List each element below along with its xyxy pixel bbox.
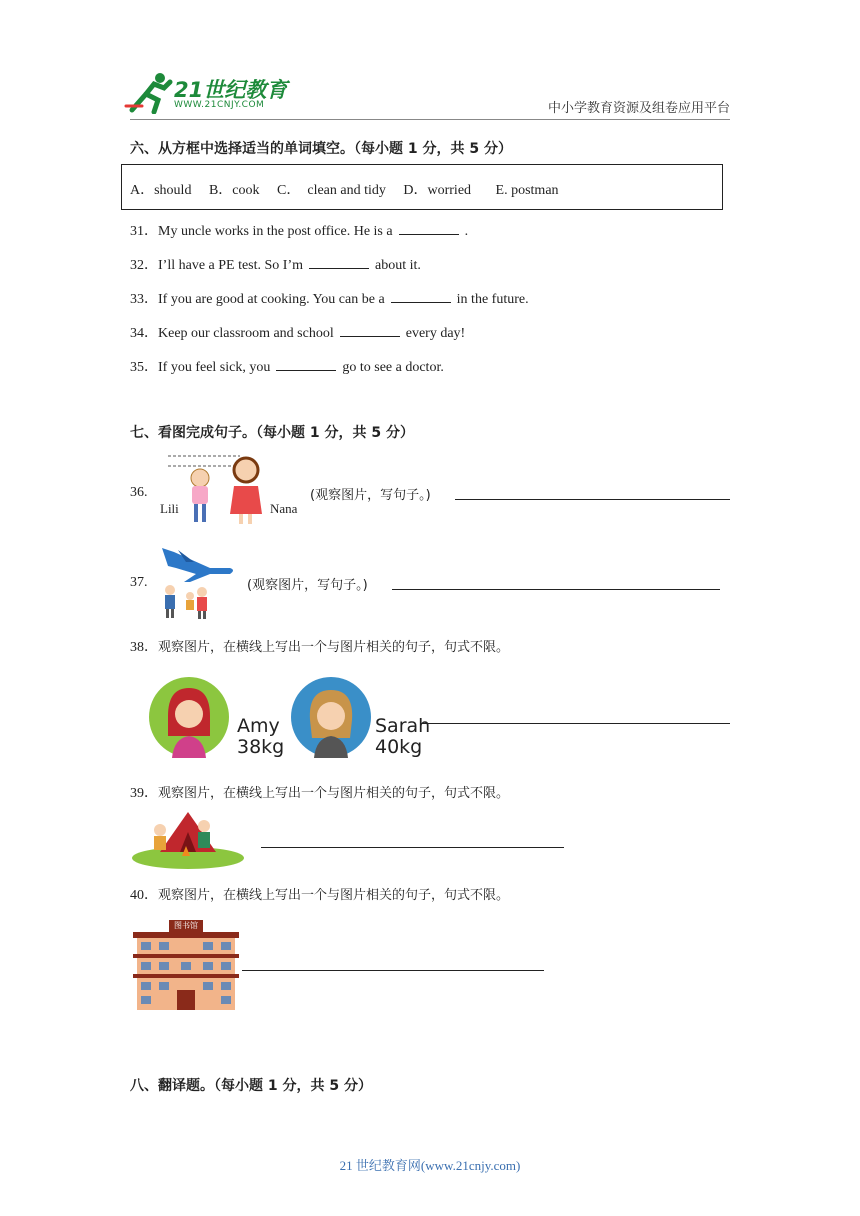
answer-blank[interactable]: [340, 326, 400, 337]
q36-number: 36.: [130, 485, 148, 500]
library-building-icon: [133, 918, 239, 1012]
q37-hint: (观察图片，写句子。): [247, 578, 368, 593]
amy-weight: 38kg: [237, 736, 285, 758]
question-33: 33．If you are good at cooking. You can be a in the future.: [130, 292, 529, 307]
camping-picture: [130, 808, 246, 870]
sarah-portrait: [290, 676, 372, 758]
q37-number: 37.: [130, 575, 148, 590]
q39-number: 39．观察图片，在横线上写出一个与图片相关的句子，句式不限。: [130, 786, 510, 801]
q40-number: 40．观察图片，在横线上写出一个与图片相关的句子，句式不限。: [130, 888, 510, 903]
sarah-name: Sarah: [375, 715, 431, 737]
sarah-weight: 40kg: [375, 736, 423, 758]
question-34: 34．Keep our classroom and school every day!: [130, 326, 466, 341]
amy-info: [237, 716, 284, 758]
answer-blank[interactable]: [276, 360, 336, 371]
question-35: 35．If you feel sick, you go to see a doctor.: [130, 360, 444, 375]
library-picture: [133, 918, 239, 1012]
library-sign: 图书馆: [174, 921, 198, 930]
q40-answer-line[interactable]: [242, 970, 544, 971]
airplane-family-picture: [160, 542, 236, 620]
q38-number: 38．观察图片，在横线上写出一个与图片相关的句子，句式不限。: [130, 640, 510, 655]
q37-answer-line[interactable]: [392, 589, 720, 590]
word-options: [130, 179, 559, 199]
name-lili: Lili: [160, 501, 179, 516]
section7-title: 七、看图完成句子。（每小题 1 分，共 5 分）: [130, 425, 414, 441]
logo-url: WWW.21CNJY.COM: [174, 100, 265, 110]
question-32: 32．I’ll have a PE test. So I’m about it.: [130, 258, 421, 273]
section6-title: 六、从方框中选择适当的单词填空。（每小题 1 分，共 5 分）: [130, 141, 512, 157]
section8-title: 八、翻译题。（每小题 1 分，共 5 分）: [130, 1078, 372, 1094]
site-logo: [124, 70, 289, 114]
runner-icon: [124, 70, 174, 114]
option-e: E. postman: [495, 183, 559, 198]
answer-blank[interactable]: [399, 224, 459, 235]
logo-text: 21世纪教育: [174, 78, 288, 102]
option-c: C． clean and tidy: [277, 183, 386, 198]
q36-hint: (观察图片，写句子。): [310, 488, 431, 503]
q36-answer-line[interactable]: [455, 499, 730, 500]
page-footer: 21 世纪教育网(www.21cnjy.com): [339, 1158, 521, 1173]
amy-name: Amy: [237, 715, 280, 737]
option-b: B．cook: [208, 183, 260, 198]
header-divider: [130, 119, 730, 120]
q38-answer-line[interactable]: [422, 723, 730, 724]
name-nana: Nana: [270, 501, 298, 516]
answer-blank[interactable]: [391, 292, 451, 303]
platform-name: 中小学教育资源及组卷应用平台: [547, 101, 730, 116]
answer-blank[interactable]: [309, 258, 369, 269]
question-31: 31．My uncle works in the post office. He is a .: [130, 224, 469, 239]
amy-portrait: [148, 676, 230, 758]
option-a: A．should: [130, 183, 192, 198]
word-box: [121, 164, 723, 210]
q39-answer-line[interactable]: [261, 847, 564, 848]
option-d: D．worried: [403, 183, 472, 198]
